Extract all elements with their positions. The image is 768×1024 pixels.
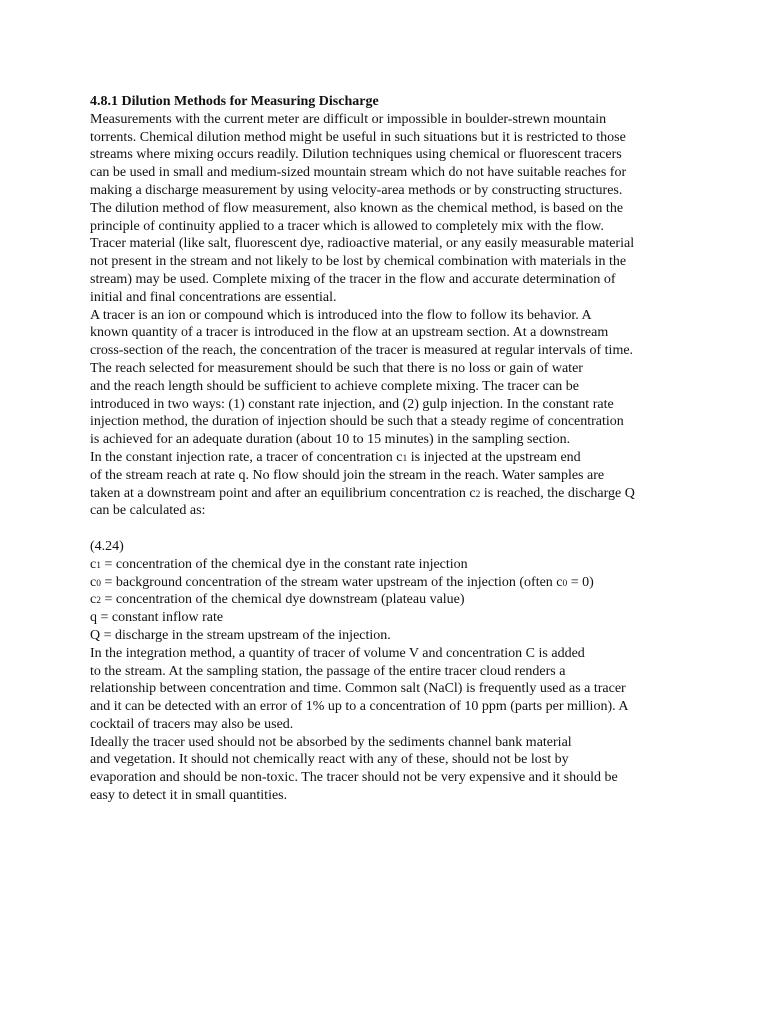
text-line: and it can be detected with an error of 1% up to a concentration of 10 ppm (parts per million). A xyxy=(90,699,629,715)
text-span: = concentration of the chemical dye in the constant rate injection xyxy=(100,556,468,572)
text-line: is achieved for an adequate duration (about 10 to 15 minutes) in the sampling section. xyxy=(90,432,571,448)
subscript: 1 xyxy=(96,560,101,571)
text-line: injection method, the duration of injection should be such that a steady regime of concentration xyxy=(90,414,624,430)
text-span: In the constant injection rate, a tracer of concentration c xyxy=(90,449,403,465)
definition-c0 xyxy=(90,574,690,592)
text-line: easy to detect it in small quantities. xyxy=(90,788,288,804)
text-span: = 0) xyxy=(567,574,594,590)
text-span: is injected at the upstream end xyxy=(407,449,581,465)
text-span: = concentration of the chemical dye downstream (plateau value) xyxy=(100,592,465,608)
text-line: A tracer is an ion or compound which is introduced into the flow to follow its behavior. A xyxy=(90,307,592,323)
text-line: to the stream. At the sampling station, the passage of the entire tracer cloud renders a xyxy=(90,663,566,679)
text-line: known quantity of a tracer is introduced in the flow at an upstream section. At a downstream xyxy=(90,325,609,341)
subscript: 0 xyxy=(96,578,101,589)
definition-c1 xyxy=(90,556,690,574)
text-span: is reached, the discharge Q xyxy=(480,485,635,501)
equation-placeholder xyxy=(90,520,690,538)
subscript: 1 xyxy=(402,453,408,464)
paragraph-tracer xyxy=(90,307,690,449)
text-span: c xyxy=(90,592,97,608)
equation-definitions xyxy=(90,538,690,645)
text-line: initial and final concentrations are essential. xyxy=(90,289,337,305)
text-line: In the integration method, a quantity of tracer of volume V and concentration C is added xyxy=(90,645,585,661)
text-line: and vegetation. It should not chemically react with any of these, should not be lost by xyxy=(90,752,569,768)
document-page xyxy=(90,93,690,805)
paragraph-ideal-tracer xyxy=(90,734,690,805)
text-line: torrents. Chemical dilution method might be useful in such situations but it is restricted to those xyxy=(90,129,626,145)
text-line: principle of continuity applied to a tracer which is allowed to completely mix with the flow. xyxy=(90,218,604,234)
text-line: can be used in small and medium-sized mountain stream which do not have suitable reaches for xyxy=(90,165,627,181)
text-line: Tracer material (like salt, fluorescent dye, radioactive material, or any easily measurable material xyxy=(90,236,635,252)
text-line xyxy=(90,485,690,503)
text-span: c xyxy=(90,574,97,590)
paragraph-integration xyxy=(90,645,690,734)
text-span: = background concentration of the stream water upstream of the injection (often c xyxy=(100,574,563,590)
text-line: and the reach length should be sufficient to achieve complete mixing. The tracer can be xyxy=(90,378,579,394)
text-line: of the stream reach at rate q. No flow should join the stream in the reach. Water samples are xyxy=(90,467,605,483)
text-line: Ideally the tracer used should not be absorbed by the sediments channel bank material xyxy=(90,734,572,750)
text-line: streams where mixing occurs readily. Dilution techniques using chemical or fluorescent tracers xyxy=(90,147,622,163)
equation-number: (4.24) xyxy=(90,538,124,554)
definition-c2 xyxy=(90,591,690,609)
section-heading: 4.8.1 Dilution Methods for Measuring Discharge xyxy=(90,94,379,109)
text-line: cross-section of the reach, the concentration of the tracer is measured at regular intervals of time. xyxy=(90,343,634,359)
text-line xyxy=(90,449,690,467)
text-span: c xyxy=(90,556,97,572)
text-line: not present in the stream and not likely to be lost by chemical combination with materials in the xyxy=(90,254,627,270)
text-line: Measurements with the current meter are difficult or impossible in boulder-strewn mountain xyxy=(90,111,607,127)
text-line: introduced in two ways: (1) constant rate injection, and (2) gulp injection. In the constant rate xyxy=(90,396,614,412)
text-line: The reach selected for measurement should be such that there is no loss or gain of water xyxy=(90,360,583,376)
subscript: 2 xyxy=(96,596,101,607)
text-line: relationship between concentration and time. Common salt (NaCl) is frequently used as a tracer xyxy=(90,681,626,697)
text-line: The dilution method of flow measurement, also known as the chemical method, is based on the xyxy=(90,200,624,216)
paragraph-intro xyxy=(90,111,690,307)
text-span: taken at a downstream point and after an equilibrium concentration c xyxy=(90,485,476,501)
definition-q: q = constant inflow rate xyxy=(90,610,224,626)
subscript: 0 xyxy=(562,578,568,589)
definition-Q: Q = discharge in the stream upstream of the injection. xyxy=(90,627,391,643)
text-line: stream) may be used. Complete mixing of the tracer in the flow and accurate determination of xyxy=(90,271,616,287)
text-line: evaporation and should be non-toxic. The tracer should not be very expensive and it should be xyxy=(90,770,618,786)
text-line: cocktail of tracers may also be used. xyxy=(90,716,294,732)
text-line: can be calculated as: xyxy=(90,503,206,519)
text-line: making a discharge measurement by using velocity-area methods or by constructing structures. xyxy=(90,182,623,198)
paragraph-constant-injection xyxy=(90,449,690,520)
subscript: 2 xyxy=(475,489,481,500)
